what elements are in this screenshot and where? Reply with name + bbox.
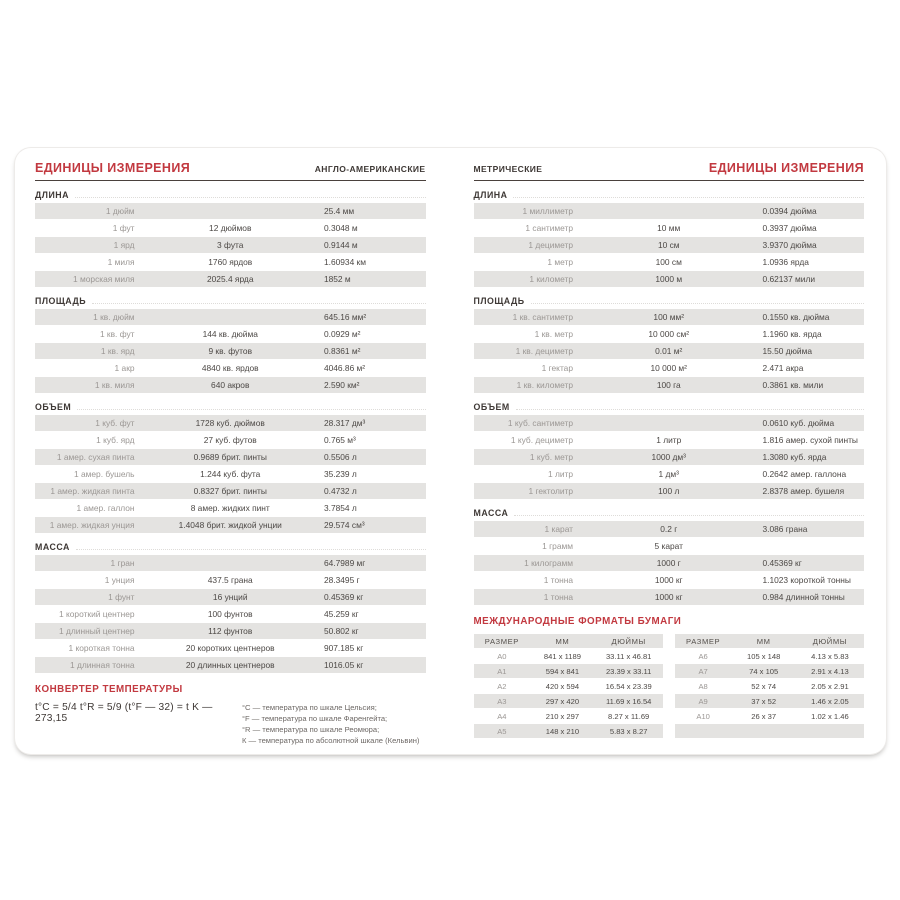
paper-cell-mm: 105 x 148 xyxy=(747,651,781,661)
unit-row xyxy=(35,377,426,393)
paper-cell-mm: 841 x 1189 xyxy=(543,651,581,661)
unit-cell-value: 28.3495 г xyxy=(323,575,360,585)
unit-cell-equivalent: 1000 дм³ xyxy=(651,452,686,462)
unit-cell-equivalent: 1728 куб. дюймов xyxy=(195,418,265,428)
paper-cell-size: A3 xyxy=(497,696,507,706)
unit-row xyxy=(35,271,426,287)
paper-cell-mm: 37 x 52 xyxy=(751,696,777,706)
unit-section xyxy=(474,296,865,393)
unit-row xyxy=(474,377,865,393)
unit-cell-name: 1 кв. ярд xyxy=(100,346,135,356)
unit-row xyxy=(35,326,426,342)
section-title: ОБЪЕМ xyxy=(35,402,72,412)
section-header xyxy=(35,402,426,412)
unit-cell-name: 1 куб. дециметр xyxy=(510,435,574,445)
unit-row xyxy=(35,449,426,465)
unit-cell-equivalent: 2025.4 ярда xyxy=(206,274,254,284)
unit-cell-equivalent: 10 000 см² xyxy=(648,329,690,339)
unit-cell-equivalent: 100 фунтов xyxy=(207,609,253,619)
unit-cell-name: 1 короткий центнер xyxy=(59,609,135,619)
diary-reference-spread xyxy=(15,148,886,754)
paper-cell-inches: 8.27 x 11.69 xyxy=(608,711,650,721)
section-title: ДЛИНА xyxy=(35,190,69,200)
paper-row xyxy=(675,664,864,678)
unit-cell-equivalent: 0.2 г xyxy=(660,524,678,534)
unit-cell-equivalent: 100 мм² xyxy=(653,312,685,322)
unit-cell-value: 0.0610 куб. дюйма xyxy=(762,418,835,428)
unit-row xyxy=(35,555,426,571)
page-title: ЕДИНИЦЫ ИЗМЕРЕНИЯ xyxy=(35,161,191,175)
paper-header-row xyxy=(474,634,663,648)
page-left xyxy=(15,148,446,754)
page-subtitle: АНГЛО-АМЕРИКАНСКИЕ xyxy=(314,164,426,174)
paper-cell-size: A10 xyxy=(696,711,710,721)
paper-cell-inches: 1.46 x 2.05 xyxy=(811,696,849,706)
unit-row xyxy=(474,415,865,431)
unit-cell-name: 1 кв. фут xyxy=(99,329,135,339)
paper-row xyxy=(474,649,663,663)
unit-cell-equivalent: 1.244 куб. фута xyxy=(200,469,261,479)
paper-cell-inches: 5.83 x 8.27 xyxy=(609,726,648,736)
unit-cell-name: 1 куб. метр xyxy=(529,452,574,462)
unit-cell-value: 35.239 л xyxy=(323,469,357,479)
unit-section xyxy=(35,190,426,287)
unit-row xyxy=(35,203,426,219)
unit-cell-value: 0.1550 кв. дюйма xyxy=(762,312,830,322)
paper-table xyxy=(675,634,864,739)
unit-cell-name: 1 сантиметр xyxy=(525,223,574,233)
unit-cell-name: 1 метр xyxy=(547,257,574,267)
temperature-note: К — температура по абсолютной шкале (Кельвин) xyxy=(241,736,420,745)
temperature-note: °F — температура по шкале Фаренгейта; xyxy=(241,714,388,723)
paper-cell-size: A1 xyxy=(497,666,507,676)
unit-row xyxy=(35,657,426,673)
unit-cell-value: 1.3080 куб. ярда xyxy=(762,452,827,462)
section-header xyxy=(474,190,865,200)
unit-cell-value: 25.4 мм xyxy=(323,206,355,216)
paper-header-cell: ММ xyxy=(555,636,570,646)
page-title: ЕДИНИЦЫ ИЗМЕРЕНИЯ xyxy=(708,161,864,175)
unit-cell-value: 0.45369 кг xyxy=(323,592,364,602)
section-header xyxy=(474,402,865,412)
unit-section xyxy=(35,542,426,673)
unit-section xyxy=(474,402,865,499)
unit-cell-name: 1 килограмм xyxy=(524,558,574,568)
unit-row xyxy=(35,483,426,499)
unit-cell-equivalent: 0.8327 брит. пинты xyxy=(193,486,267,496)
unit-row xyxy=(474,203,865,219)
section-dotted-rule xyxy=(531,303,864,304)
unit-cell-name: 1 длинная тонна xyxy=(70,660,135,670)
temperature-formula: t°C = 5/4 t°R = 5/9 (t°F — 32) = t K — 273,15 xyxy=(35,702,213,724)
unit-cell-value: 50.802 кг xyxy=(323,626,359,636)
unit-row xyxy=(35,500,426,516)
unit-cell-equivalent: 10 000 м² xyxy=(650,363,687,373)
paper-cell-inches: 4.13 x 5.83 xyxy=(811,651,849,661)
left-unit-sections xyxy=(35,190,426,673)
unit-cell-equivalent: 1.4048 брит. жидкой унции xyxy=(178,520,282,530)
unit-cell-value: 3.9370 дюйма xyxy=(762,240,817,250)
temperature-body xyxy=(35,702,426,746)
unit-cell-equivalent: 640 акров xyxy=(211,380,250,390)
page-right-header xyxy=(474,161,865,175)
right-unit-sections xyxy=(474,190,865,605)
unit-row xyxy=(35,517,426,533)
unit-row xyxy=(35,589,426,605)
paper-header-row xyxy=(675,634,864,648)
unit-row xyxy=(474,538,865,554)
paper-row xyxy=(675,709,864,723)
paper-row xyxy=(675,679,864,693)
unit-row xyxy=(35,360,426,376)
unit-cell-name: 1 короткая тонна xyxy=(68,643,135,653)
unit-cell-name: 1 кв. сантиметр xyxy=(512,312,574,322)
unit-cell-name: 1 амер. бушель xyxy=(73,469,135,479)
unit-cell-value: 64.7989 мг xyxy=(323,558,366,568)
unit-cell-value: 45.259 кг xyxy=(323,609,359,619)
unit-cell-equivalent: 1000 кг xyxy=(654,592,683,602)
section-title: ПЛОЩАДЬ xyxy=(35,296,87,306)
unit-cell-name: 1 литр xyxy=(547,469,574,479)
unit-row xyxy=(35,343,426,359)
paper-row xyxy=(474,724,663,738)
unit-cell-equivalent: 27 куб. футов xyxy=(203,435,257,445)
unit-cell-name: 1 куб. ярд xyxy=(96,435,135,445)
unit-cell-equivalent: 1 дм³ xyxy=(658,469,679,479)
unit-cell-equivalent: 9 кв. футов xyxy=(208,346,253,356)
paper-cell-inches: 2.91 x 4.13 xyxy=(811,666,849,676)
unit-section xyxy=(35,296,426,393)
unit-cell-value: 28.317 дм³ xyxy=(323,418,366,428)
unit-cell-equivalent: 437.5 грана xyxy=(207,575,253,585)
paper-header-cell: ДЮЙМЫ xyxy=(611,636,646,646)
paper-row xyxy=(675,724,864,738)
unit-cell-name: 1 дециметр xyxy=(528,240,574,250)
unit-cell-name: 1 амер. жидкая пинта xyxy=(50,486,135,496)
unit-row xyxy=(474,555,865,571)
unit-cell-value: 1016.05 кг xyxy=(323,660,364,670)
section-title: МАССА xyxy=(35,542,70,552)
section-title: ПЛОЩАДЬ xyxy=(473,296,525,306)
paper-cell-size: A6 xyxy=(698,651,708,661)
paper-cell-inches: 33.11 x 46.81 xyxy=(605,651,652,661)
unit-row xyxy=(35,572,426,588)
section-dotted-rule xyxy=(92,303,425,304)
unit-cell-value: 2.590 км² xyxy=(323,380,360,390)
unit-row xyxy=(35,432,426,448)
paper-cell-size: A7 xyxy=(698,666,708,676)
unit-cell-value: 0.0394 дюйма xyxy=(762,206,817,216)
unit-cell-name: 1 амер. сухая пинта xyxy=(56,452,135,462)
paper-cell-mm: 26 x 37 xyxy=(751,711,777,721)
section-title: ДЛИНА xyxy=(473,190,508,200)
paper-header-cell: РАЗМЕР xyxy=(686,636,721,646)
unit-cell-name: 1 километр xyxy=(529,274,574,284)
unit-cell-name: 1 кв. миля xyxy=(94,380,135,390)
unit-cell-name: 1 куб. сантиметр xyxy=(507,418,574,428)
unit-cell-name: 1 морская миля xyxy=(73,274,135,284)
unit-cell-equivalent: 20 коротких центнеров xyxy=(185,643,275,653)
unit-cell-name: 1 кв. дециметр xyxy=(515,346,574,356)
unit-cell-equivalent: 5 карат xyxy=(654,541,683,551)
unit-cell-name: 1 длинный центнер xyxy=(59,626,135,636)
unit-cell-equivalent: 4840 кв. ярдов xyxy=(201,363,259,373)
unit-row xyxy=(35,415,426,431)
unit-row xyxy=(35,237,426,253)
unit-cell-name: 1 гектолитр xyxy=(528,486,574,496)
unit-cell-value: 1.0936 ярда xyxy=(762,257,809,267)
unit-cell-equivalent: 10 см xyxy=(657,240,680,250)
unit-cell-value: 1.816 амер. сухой пинты xyxy=(762,435,858,445)
unit-cell-value: 0.5506 л xyxy=(323,452,357,462)
section-title: ОБЪЕМ xyxy=(473,402,510,412)
section-header xyxy=(474,296,865,306)
unit-row xyxy=(474,572,865,588)
paper-header-cell: ММ xyxy=(756,636,771,646)
paper-cell-mm: 148 x 210 xyxy=(545,726,580,736)
unit-row xyxy=(35,309,426,325)
paper-header-cell: ДЮЙМЫ xyxy=(812,636,848,646)
unit-cell-name: 1 акр xyxy=(114,363,135,373)
paper-row xyxy=(474,709,663,723)
unit-cell-equivalent: 0.01 м² xyxy=(655,346,683,356)
unit-row xyxy=(474,360,865,376)
temperature-note: °C — температура по шкале Цельсия; xyxy=(241,703,377,712)
paper-cell-inches: 23.39 x 33.11 xyxy=(605,666,652,676)
unit-cell-equivalent: 1000 м xyxy=(655,274,683,284)
unit-cell-value: 1.1960 кв. ярда xyxy=(762,329,822,339)
unit-cell-equivalent: 1760 ярдов xyxy=(208,257,253,267)
unit-cell-name: 1 карат xyxy=(544,524,574,534)
unit-row xyxy=(474,466,865,482)
paper-header-cell: РАЗМЕР xyxy=(484,636,519,646)
unit-row xyxy=(35,254,426,270)
paper-cell-size: A8 xyxy=(698,681,708,691)
unit-row xyxy=(474,326,865,342)
unit-row xyxy=(474,483,865,499)
unit-section xyxy=(474,508,865,605)
unit-cell-value: 4046.86 м² xyxy=(323,363,366,373)
paper-table xyxy=(474,634,663,739)
unit-row xyxy=(35,606,426,622)
section-header xyxy=(35,296,426,306)
unit-row xyxy=(474,521,865,537)
unit-cell-value: 1852 м xyxy=(323,274,351,284)
unit-cell-value: 15.50 дюйма xyxy=(762,346,812,356)
paper-cell-size: A2 xyxy=(497,681,507,691)
unit-cell-value: 3.7854 л xyxy=(323,503,357,513)
unit-cell-value: 0.0929 м² xyxy=(323,329,361,339)
unit-cell-name: 1 тонна xyxy=(543,592,574,602)
unit-cell-value: 0.9144 м xyxy=(323,240,358,250)
unit-row xyxy=(35,466,426,482)
section-dotted-rule xyxy=(76,549,426,550)
paper-row xyxy=(474,664,663,678)
section-header xyxy=(35,190,426,200)
unit-cell-equivalent: 100 л xyxy=(658,486,680,496)
unit-row xyxy=(35,623,426,639)
paper-row xyxy=(474,679,663,693)
paper-row xyxy=(474,694,663,708)
unit-section xyxy=(474,190,865,287)
unit-cell-equivalent: 1000 г xyxy=(656,558,681,568)
unit-cell-value: 29.574 см³ xyxy=(323,520,365,530)
paper-cell-mm: 420 x 594 xyxy=(545,681,580,691)
unit-row xyxy=(474,254,865,270)
unit-cell-equivalent: 8 амер. жидких пинт xyxy=(190,503,270,513)
unit-cell-name: 1 грамм xyxy=(542,541,574,551)
unit-cell-name: 1 гектар xyxy=(541,363,574,373)
temperature-note: °R — температура по шкале Реомюра; xyxy=(241,725,380,734)
page-kicker: МЕТРИЧЕСКИЕ xyxy=(473,164,543,174)
temperature-heading: КОНВЕРТЕР ТЕМПЕРАТУРЫ xyxy=(35,684,183,695)
unit-cell-name: 1 тонна xyxy=(543,575,574,585)
unit-cell-equivalent: 16 унций xyxy=(212,592,248,602)
unit-row xyxy=(474,432,865,448)
unit-cell-value: 0.984 длинной тонны xyxy=(762,592,845,602)
section-dotted-rule xyxy=(77,409,425,410)
unit-cell-name: 1 амер. галлон xyxy=(76,503,135,513)
paper-row xyxy=(675,649,864,663)
section-header xyxy=(35,542,426,552)
paper-cell-size: A4 xyxy=(497,711,507,721)
unit-row xyxy=(474,309,865,325)
unit-cell-value: 907.185 кг xyxy=(323,643,364,653)
unit-cell-name: 1 ярд xyxy=(113,240,135,250)
header-rule xyxy=(35,180,426,181)
unit-cell-value: 1.60934 км xyxy=(323,257,366,267)
unit-cell-value: 1.1023 короткой тонны xyxy=(762,575,851,585)
unit-row xyxy=(474,220,865,236)
unit-cell-value: 0.4732 л xyxy=(323,486,357,496)
temperature-converter xyxy=(35,684,426,746)
page-right xyxy=(446,148,887,754)
paper-cell-mm: 297 x 420 xyxy=(545,696,580,706)
paper-cell-mm: 210 x 297 xyxy=(545,711,580,721)
unit-section xyxy=(35,402,426,533)
section-dotted-rule xyxy=(75,197,426,198)
paper-cell-size: A5 xyxy=(497,726,507,736)
unit-cell-name: 1 кв. километр xyxy=(516,380,574,390)
unit-cell-equivalent: 12 дюймов xyxy=(209,223,252,233)
paper-cell-mm: 74 x 105 xyxy=(749,666,779,676)
unit-cell-value: 3.086 грана xyxy=(762,524,808,534)
unit-cell-equivalent: 100 га xyxy=(656,380,681,390)
unit-cell-equivalent: 3 фута xyxy=(217,240,244,250)
temperature-notes xyxy=(242,702,426,746)
unit-cell-value: 645.16 мм² xyxy=(323,312,367,322)
unit-cell-name: 1 гран xyxy=(110,558,135,568)
paper-cell-mm: 52 x 74 xyxy=(751,681,777,691)
section-dotted-rule xyxy=(513,197,864,198)
unit-cell-equivalent: 112 фунтов xyxy=(208,626,253,636)
unit-cell-value: 0.45369 кг xyxy=(762,558,802,568)
unit-row xyxy=(474,589,865,605)
unit-cell-name: 1 амер. жидкая унция xyxy=(49,520,135,530)
paper-cell-inches: 1.02 x 1.46 xyxy=(811,711,849,721)
unit-row xyxy=(474,237,865,253)
unit-cell-name: 1 куб. фут xyxy=(95,418,135,428)
paper-cell-inches: 16.54 x 23.39 xyxy=(605,681,652,691)
paper-cell-inches: 2.05 x 2.91 xyxy=(811,681,849,691)
paper-cell-mm: 594 x 841 xyxy=(545,666,580,676)
unit-cell-value: 0.2642 амер. галлона xyxy=(762,469,847,479)
unit-row xyxy=(474,343,865,359)
unit-cell-name: 1 фут xyxy=(112,223,135,233)
unit-cell-name: 1 кв. метр xyxy=(534,329,574,339)
paper-row xyxy=(675,694,864,708)
paper-cell-size: A0 xyxy=(497,651,507,661)
unit-cell-value: 2.471 акра xyxy=(762,363,804,373)
section-dotted-rule xyxy=(514,515,864,516)
unit-cell-name: 1 унция xyxy=(104,575,135,585)
section-title: МАССА xyxy=(473,508,509,518)
unit-cell-value: 0.3048 м xyxy=(323,223,358,233)
paper-formats xyxy=(474,616,865,739)
unit-cell-value: 0.765 м³ xyxy=(323,435,356,445)
section-header xyxy=(474,508,865,518)
unit-cell-value: 0.62137 мили xyxy=(762,274,816,284)
unit-cell-name: 1 дюйм xyxy=(105,206,135,216)
unit-cell-equivalent: 1000 кг xyxy=(654,575,683,585)
unit-row xyxy=(35,220,426,236)
unit-cell-value: 0.3861 кв. мили xyxy=(762,380,824,390)
header-rule xyxy=(474,180,865,181)
unit-cell-equivalent: 1 литр xyxy=(656,435,682,445)
unit-row xyxy=(474,271,865,287)
unit-cell-equivalent: 0.9689 брит. пинты xyxy=(193,452,267,462)
unit-cell-name: 1 кв. дюйм xyxy=(93,312,135,322)
section-dotted-rule xyxy=(516,409,864,410)
paper-cell-inches: 11.69 x 16.54 xyxy=(605,696,652,706)
unit-cell-name: 1 миля xyxy=(107,257,135,267)
unit-cell-equivalent: 144 кв. дюйма xyxy=(202,329,258,339)
paper-cell-size: A9 xyxy=(698,696,708,706)
page-left-header xyxy=(35,161,426,175)
unit-cell-value: 2.8378 амер. бушеля xyxy=(762,486,845,496)
unit-cell-value: 0.8361 м² xyxy=(323,346,361,356)
unit-cell-name: 1 миллиметр xyxy=(522,206,574,216)
unit-cell-value: 0.3937 дюйма xyxy=(762,223,817,233)
paper-formats-heading: МЕЖДУНАРОДНЫЕ ФОРМАТЫ БУМАГИ xyxy=(473,616,682,627)
unit-cell-equivalent: 20 длинных центнеров xyxy=(185,660,275,670)
unit-cell-name: 1 фунт xyxy=(108,592,135,602)
paper-tables xyxy=(474,634,865,739)
unit-cell-equivalent: 100 см xyxy=(655,257,682,267)
unit-cell-equivalent: 10 мм xyxy=(657,223,681,233)
unit-row xyxy=(35,640,426,656)
unit-row xyxy=(474,449,865,465)
